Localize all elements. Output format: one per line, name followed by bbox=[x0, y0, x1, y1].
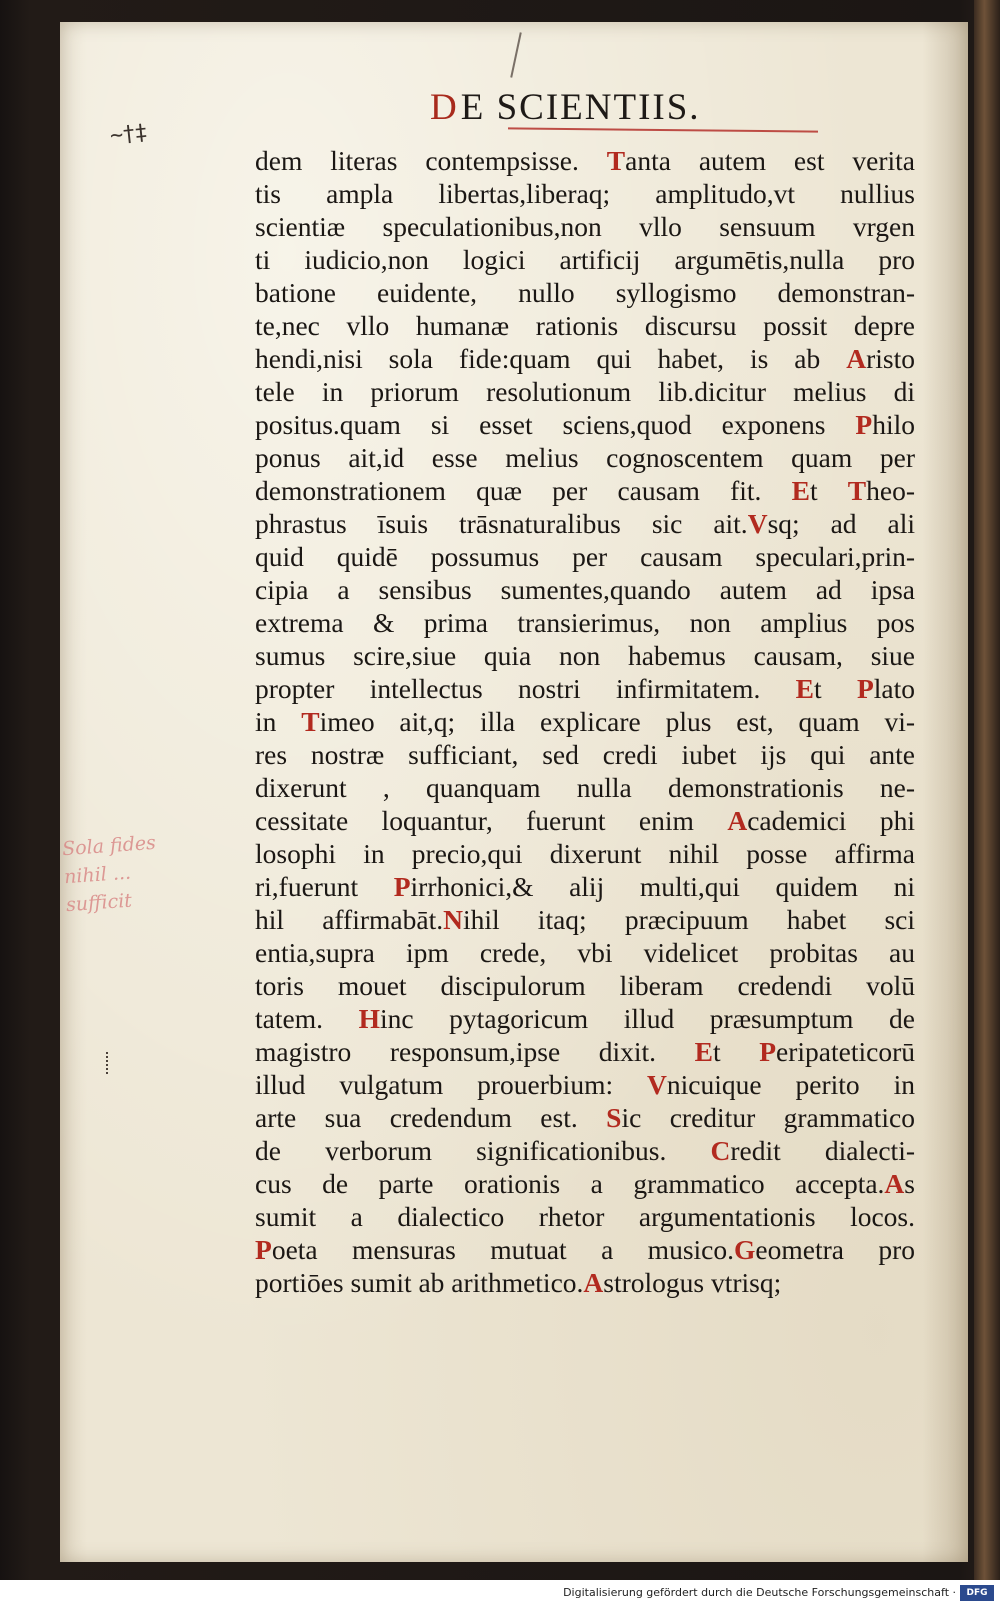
text-line bbox=[255, 441, 915, 474]
text-line bbox=[255, 705, 915, 738]
rubricated-initial: A bbox=[583, 1267, 604, 1298]
text-line bbox=[255, 474, 915, 507]
text-block bbox=[255, 144, 915, 1299]
text-segment: dem literas contempsisse. bbox=[255, 145, 607, 176]
text-line bbox=[255, 1002, 915, 1035]
text-segment: portiōes sumit ab arithmetico. bbox=[255, 1267, 584, 1298]
footer-bar bbox=[0, 1580, 1000, 1607]
text-line bbox=[255, 1200, 915, 1233]
funding-credit: Digitalisierung gefördert durch die Deutsche Forschungsgemeinschaft · bbox=[563, 1586, 956, 1599]
text-segment: phrastus īsuis trāsnaturalibus sic ait. bbox=[255, 508, 748, 539]
rubricated-initial: E bbox=[694, 1036, 713, 1067]
text-segment: redit dialecti- bbox=[730, 1135, 916, 1166]
rubricated-initial: T bbox=[606, 145, 626, 176]
rubricated-initial: H bbox=[358, 1003, 380, 1034]
rubricated-initial: G bbox=[734, 1234, 756, 1265]
text-segment: anta autem est verita bbox=[625, 145, 915, 176]
text-line bbox=[255, 507, 915, 540]
text-segment: lato bbox=[873, 673, 915, 704]
dfg-logo: DFG bbox=[960, 1585, 994, 1601]
rubricated-initial: A bbox=[884, 1168, 905, 1199]
text-segment: sumit a dialectico rhetor argumentationis locos. bbox=[255, 1201, 915, 1232]
text-segment: extrema & prima transierimus, non amplius pos bbox=[255, 607, 915, 638]
text-segment: cademici phi bbox=[747, 805, 915, 836]
text-segment: te,nec vllo humanæ rationis discursu possit depre bbox=[255, 310, 915, 341]
text-line bbox=[255, 1266, 915, 1299]
text-segment: irrhonici,& alij multi,qui quidem ni bbox=[410, 871, 915, 902]
text-line bbox=[255, 870, 915, 903]
text-line bbox=[255, 1035, 915, 1068]
text-segment: cessitate loquantur, fuerunt enim bbox=[255, 805, 728, 836]
rubricated-initial: P bbox=[255, 1234, 272, 1265]
text-line bbox=[255, 375, 915, 408]
text-segment: t bbox=[809, 475, 848, 506]
text-segment: res nostræ sufficiant, sed credi iubet ijs qui ante bbox=[255, 739, 915, 770]
text-line bbox=[255, 243, 915, 276]
rubricated-initial: P bbox=[759, 1036, 777, 1067]
text-segment: cus de parte orationis a grammatico accepta. bbox=[255, 1168, 885, 1199]
text-segment: magistro responsum,ipse dixit. bbox=[255, 1036, 695, 1067]
text-line bbox=[255, 936, 915, 969]
header-red-underline bbox=[508, 127, 818, 132]
text-segment: strologus vtrisq; bbox=[603, 1267, 782, 1298]
text-segment: hil affirmabāt. bbox=[255, 904, 444, 935]
text-line bbox=[255, 1233, 915, 1266]
margin-note bbox=[61, 825, 216, 919]
rubricated-initial: T bbox=[847, 475, 867, 506]
text-segment: demonstrationem quæ per causam fit. bbox=[255, 475, 792, 506]
text-segment: in bbox=[255, 706, 302, 737]
text-segment: inc pytagoricum illud præsumptum de bbox=[379, 1003, 915, 1034]
text-segment: tis ampla libertas,liberaq; amplitudo,vt nullius bbox=[255, 178, 915, 209]
book-page bbox=[60, 22, 968, 1562]
text-segment: ti iudicio,non logici artificij argumētis,nulla pro bbox=[255, 244, 915, 275]
rubricated-initial: S bbox=[606, 1102, 622, 1133]
rubricated-initial: P bbox=[393, 871, 411, 902]
text-segment: batione euidente, nullo syllogismo demonstran- bbox=[255, 277, 915, 308]
text-line bbox=[255, 1167, 915, 1200]
rubricated-initial: V bbox=[747, 508, 768, 539]
text-segment: positus.quam si esset sciens,quod exponens bbox=[255, 409, 856, 440]
rubricated-initial: T bbox=[301, 706, 320, 737]
book-spine-edge bbox=[974, 0, 1000, 1580]
text-line bbox=[255, 804, 915, 837]
text-segment: ri,fuerunt bbox=[255, 871, 394, 902]
text-segment: imeo ait,q; illa explicare plus est, quam vi- bbox=[319, 706, 915, 737]
text-segment: ihil itaq; præcipuum habet sci bbox=[462, 904, 916, 935]
text-segment: risto bbox=[866, 343, 915, 374]
rubricated-initial: P bbox=[855, 409, 873, 440]
text-segment: arte sua credendum est. bbox=[255, 1102, 607, 1133]
text-line bbox=[255, 177, 915, 210]
text-segment: hilo bbox=[872, 409, 915, 440]
header-rubricated-initial: D bbox=[430, 87, 459, 128]
gutter-dot-mark bbox=[106, 1052, 118, 1074]
header-text: E SCIENTIIS. bbox=[460, 87, 701, 128]
text-segment: t bbox=[713, 1036, 760, 1067]
rubricated-initial: A bbox=[727, 805, 748, 836]
margin-note-line: sufficit bbox=[65, 889, 133, 917]
text-segment: heo- bbox=[866, 475, 915, 506]
text-segment: tatem. bbox=[255, 1003, 359, 1034]
text-line bbox=[255, 738, 915, 771]
text-segment: propter intellectus nostri infirmitatem. bbox=[255, 673, 796, 704]
text-segment: sumus scire,siue quia non habemus causam, siue bbox=[255, 640, 915, 671]
text-line bbox=[255, 1101, 915, 1134]
rubricated-initial: P bbox=[856, 673, 874, 704]
text-line bbox=[255, 672, 915, 705]
text-line bbox=[255, 1134, 915, 1167]
text-segment: s bbox=[904, 1168, 915, 1199]
text-segment: entia,supra ipm crede, vbi videlicet probitas au bbox=[255, 937, 915, 968]
text-line bbox=[255, 837, 915, 870]
rubricated-initial: C bbox=[710, 1135, 731, 1166]
text-segment: dixerunt , quanquam nulla demonstrationis ne- bbox=[255, 772, 915, 803]
gutter-annotation: ~†‡ bbox=[108, 120, 148, 149]
rubricated-initial: E bbox=[791, 475, 810, 506]
text-line bbox=[255, 639, 915, 672]
margin-note-line: Sola fides bbox=[61, 831, 157, 861]
text-segment: cipia a sensibus sumentes,quando autem ad ipsa bbox=[255, 574, 915, 605]
text-segment: eometra pro bbox=[755, 1234, 916, 1265]
text-segment: ic creditur grammatico bbox=[621, 1102, 915, 1133]
text-segment: de verborum significationibus. bbox=[255, 1135, 711, 1166]
text-segment: scientiæ speculationibus,non vllo sensuum vrgen bbox=[255, 211, 915, 242]
text-line bbox=[255, 342, 915, 375]
text-line bbox=[255, 309, 915, 342]
text-segment: sq; ad ali bbox=[767, 508, 915, 539]
text-line bbox=[255, 540, 915, 573]
rubricated-initial: V bbox=[647, 1069, 667, 1100]
text-segment: losophi in precio,qui dixerunt nihil posse affirma bbox=[255, 838, 915, 869]
margin-note-line: nihil ... bbox=[63, 861, 132, 889]
text-segment: oeta mensuras mutuat a musico. bbox=[271, 1234, 734, 1265]
text-segment: ponus ait,id esse melius cognoscentem quam per bbox=[255, 442, 915, 473]
text-line bbox=[255, 573, 915, 606]
text-line bbox=[255, 144, 915, 177]
text-line bbox=[255, 606, 915, 639]
text-line bbox=[255, 1068, 915, 1101]
text-segment: nicuique perito in bbox=[666, 1069, 915, 1100]
rubricated-initial: A bbox=[846, 343, 867, 374]
text-segment: illud vulgatum prouerbium: bbox=[255, 1069, 648, 1100]
text-segment: t bbox=[813, 673, 857, 704]
rubricated-initial: E bbox=[795, 673, 814, 704]
text-segment: eripateticorū bbox=[776, 1036, 915, 1067]
text-line bbox=[255, 771, 915, 804]
text-segment: hendi,nisi sola fide:quam qui habet, is ab bbox=[255, 343, 847, 374]
text-line bbox=[255, 276, 915, 309]
pen-stroke-mark bbox=[510, 32, 522, 77]
text-line bbox=[255, 969, 915, 1002]
text-segment: tele in priorum resolutionum lib.dicitur melius di bbox=[255, 376, 915, 407]
text-line bbox=[255, 903, 915, 936]
text-segment: quid quidē possumus per causam speculari,prin- bbox=[255, 541, 915, 572]
text-line bbox=[255, 408, 915, 441]
text-line bbox=[255, 210, 915, 243]
running-header bbox=[430, 86, 701, 129]
rubricated-initial: N bbox=[443, 904, 463, 935]
text-segment: toris mouet discipulorum liberam credendi volū bbox=[255, 970, 915, 1001]
